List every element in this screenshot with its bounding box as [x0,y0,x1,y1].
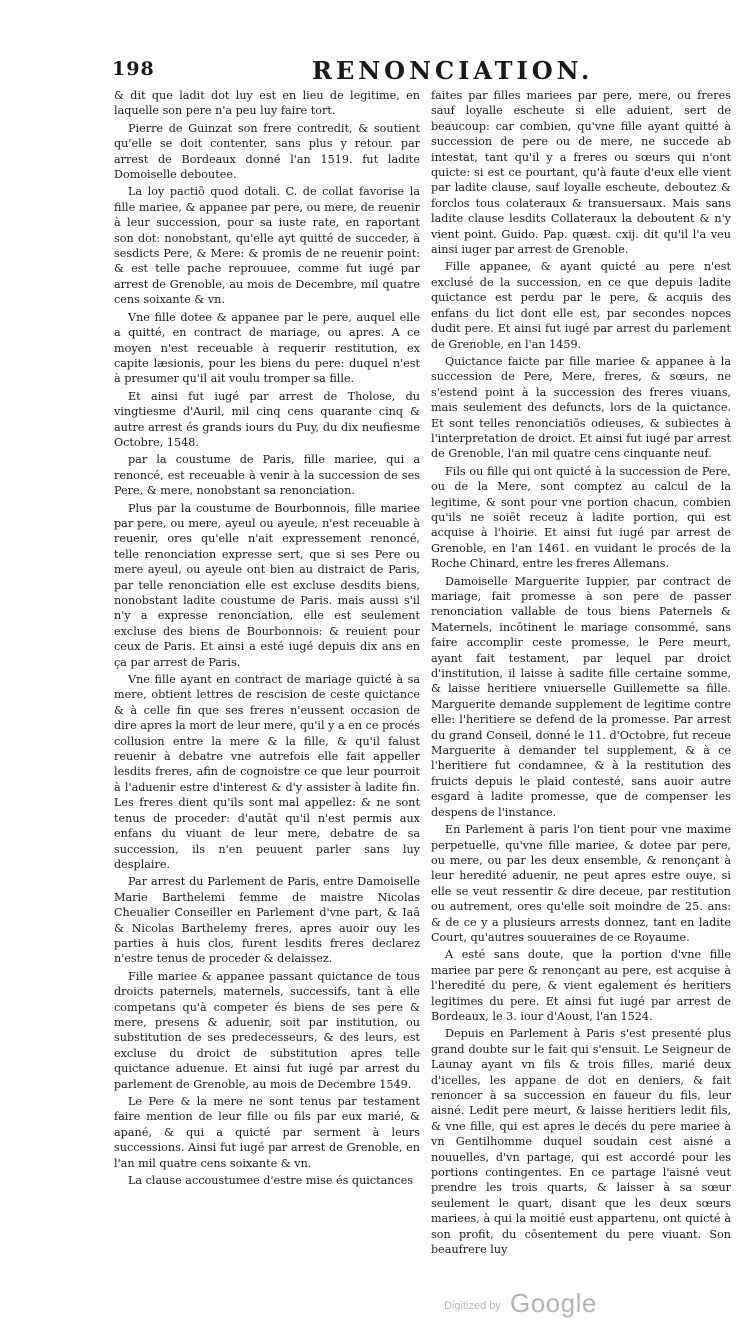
page-header [112,58,724,84]
paragraph: Quictance faicte par fille mariee & appanee à la succession de Pere, Mere, freres, & sœurs, ne s'estend point à la succession des freres viuans, mais seulement des defuncts, lors de la quictance. Et sont telles renonciatiōs odieuses, & subiectes à l'interpretation de droict. Et ainsi fut iugé par arrest de Grenoble, l'an mil quatre cens cinquante neuf. [431,354,731,461]
running-title: RENONCIATION. [312,56,594,85]
paragraph: Vne fille ayant en contract de mariage quicté à sa mere, obtient lettres de rescision de ceste quictance & à celle fin que ses freres n'eussent occasion de dire apres la mort de leur mere, qu'il y a en ce procés collusion entre la mere & la fille, & qu'il falust reuenir à debatre vne autrefois elle fait appeller lesdits freres, afin de cognoistre ce que leur pourroit à l'aduenir estre d'interest & d'y assister à ladite fin. Les freres dient qu'ils sont mal appellez: & ne sont tenus de proceder: d'autāt qu'il n'est permis aux enfans du viuant de leur mere, debatre de sa succession, ils n'en peuuent parler sans luy desplaire. [114,673,420,871]
page-number: 198 [112,58,155,80]
paragraph: & dit que ladit dot luy est en lieu de legitime, en laquelle son pere n'a peu luy faire tort. [114,89,420,118]
paragraph: Fils ou fille qui ont quicté à la succession de Pere, ou de la Mere, sont comptez au calcul de la legitime, & sont pour vne portion chacun, combien qu'ils ne soiēt receuz à ladite portion, qui est acquise à l'hoirie. Et ainsi fut iugé par arrest de Grenoble, en l'an 1461. en vuidant le procés de la Roche Chinard, entre les freres Allemans. [431,464,731,571]
left-column [114,88,420,1190]
paragraph: faites par filles mariees par pere, mere, ou freres sauf loyalle escheute si elle aduient, sert de beaucoup: car combien, qu'vne fille ayant quitté à succession de pere ou de mere, ne succede ab intestat, tant qu'il y a freres ou sœurs qui n'ont quicte: si est ce pourtant, qu'à faute d'eux elle vient par ladite clause, sauf loyalle escheute, deboutez & forclos tous colateraux & transuersaux. Mais sans ladite clause lesdits Collateraux la deboutent & n'y vient point. Guido. Pap. quæst. cxij. dit qu'il l'a veu ainsi iuger par arrest de Grenoble. [431,89,731,257]
paragraph: Plus par la coustume de Bourbonnois, fille mariee par pere, ou mere, ayeul ou ayeule, n'est receuable à reuenir, ores qu'elle n'ait expressement renoncé, telle renonciation expresse sert, que si ses Pere ou mere ayeul, ou ayeule ont bien au distraict de Paris, par telle renonciation elle est excluse desdits biens, nonobstant ladite coustume de Paris. mais aussi s'il n'y a expresse renonciation, elle est seulement excluse des biens de Bourbonnois: & reuient pour ceux de Paris. Et ainsi a esté iugé depuis dix ans en ça par arrest de Paris. [114,501,420,669]
paragraph: Fille appanee, & ayant quicté au pere n'est exclusé de la succession, en ce que depuis ladite quictance est perdu par le pere, & acquis des enfans du lict dont elle est, par secondes nopces dudit pere. Et ainsi fut iugé par arrest du parlement de Grenoble, en l'an 1459. [431,260,731,351]
paragraph: La loy pactiō quod dotali. C. de collat favorise la fille mariee, & appanee par pere, ou mere, de reuenir à leur succession, pour sa iuste rate, en raportant son dot: nonobstant, qu'elle ayt quitté de succeder, à sesdicts Pere, & Mere: & promis de ne reuenir point: & est telle pache reprouuee, comme fut iugé par arrest de Grenoble, au mois de Decembre, mil quatre cens soixante & vn. [114,185,420,307]
watermark-digitized-label: Digitized by [444,1300,501,1312]
paragraph: Et ainsi fut iugé par arrest de Tholose, du vingtiesme d'Auril, mil cinq cens quarante cinq & autre arrest és grands iours du Puy, du dix neufiesme Octobre, 1548. [114,389,420,449]
paragraph: La clause accoustumee d'estre mise és quictances [128,1174,414,1188]
paragraph: Par arrest du Parlement de Paris, entre Damoiselle Marie Barthelemi femme de maistre Nicolas Cheualier Conseiller en Parlement d'vne part, & Iaā & Nicolas Barthelemy freres, apres auoir ouy les parties à huis clos, furent lesdits freres declarez n'estre tenus de proceder & delaissez. [114,875,420,966]
paragraph: Damoiselle Marguerite Iuppier, par contract de mariage, fait promesse à son pere de passer renonciation vallable de tous biens Paternels & Maternels, incōtinent le mariage consommé, sans faire accomplir ceste promesse, le Pere meurt, ayant fait testament, par lequel par droict d'institution, il laisse à sadite fille certaine somme, & laisse heritiere vniuerselle Guillemette sa fille. Marguerite demande supplement de legitime contre elle: l'heritiere se defend de la promesse. Par arrest du grand Conseil, donné le 11. d'Octobre, fut receue Marguerite à demander tel supplement, & à ce l'heritiere fut condamnee, & à la restitution des fruicts depuis le plaid contesté, sans auoir autre esgard à ladite promesse, que de compenser les despens de l'instance. [431,574,731,819]
paragraph: A esté sans doute, que la portion d'vne fille mariee par pere & renonçant au pere, est acquise à l'heredité du pere, & vient egalement és heritiers legitimes du pere. Et ainsi fut iugé par arrest de Bordeaux, le 3. iour d'Aoust, l'an 1524. [431,948,731,1023]
google-logo: Google [510,1288,597,1318]
paragraph: Le Pere & la mere ne sont tenus par testament faire mention de leur fille ou fils par eux marié, & apané, & qui a quicté par serment à leurs successions. Ainsi fut iugé par arrest de Grenoble, en l'an mil quatre cens soixante & vn. [114,1095,420,1170]
digitized-by-watermark [444,1288,604,1322]
paragraph: En Parlement à paris l'on tient pour vne maxime perpetuelle, qu'vne fille mariee, & dotee par pere, ou mere, ou par les deux ensemble, & renonçant à leur heredité aduenir, ne peut apres estre ouye, si elle se veut ressentir & dire deceue, par restitution ou autrement, ores qu'elle soit moindre de 25. ans: & de ce y a plusieurs arrests donnez, tant en ladite Court, qu'autres souueraines de ce Royaume. [431,823,731,944]
paragraph: Depuis en Parlement à Paris s'est presenté plus grand doubte sur le fait qui s'ensuit. Le Seigneur de Launay ayant vn fils & trois filles, marié deux d'icelles, les appane de dot en deniers, & fait renoncer à sa succession en faueur du fils, leur aisné. Ledit pere meurt, & laisse heritiers ledit fils, & vne fille, qui est apres le decés du pere mariee à vn Gentilhomme duquel soudain cest aisné a nouuelles, d'vn partage, qui est accordé pour les portions contingentes. En ce partage l'aisné veut prendre les trois quarts, & laisser à sa sœur seulement le quart, disant que les deux sœurs mariees, à qui la moitié eust appartenu, ont quicté à son profit, du cōsentement du pere viuant. Son beaufrere luy [431,1027,731,1257]
paragraph: Fille mariee & appanee passant quictance de tous droicts paternels, maternels, successifs, tant à elle competans qu'à competer és biens de ses pere & mere, presens & aduenir, soit par institution, ou substitution de ses predecesseurs, & des leurs, est excluse du droict de substitution apres telle quictance aduenue. Et ainsi fut iugé par arrest du parlement de Grenoble, au mois de Decembre 1549. [114,969,420,1091]
paragraph: Pierre de Guinzat son frere contredit, & soutient qu'elle se doit contenter, sans plus y retour. par arrest de Bordeaux donné l'an 1519. fut ladite Domoiselle deboutee. [114,121,420,182]
paragraph: par la coustume de Paris, fille mariee, qui a renoncé, est receuable à venir à la succession de ses Pere, & mere, nonobstant sa renonciation. [114,453,420,498]
paragraph: Vne fille dotee & appanee par le pere, auquel elle a quitté, en contract de mariage, ou apres. A ce moyen n'est receuable à requerir restitution, ex capite læsionis, pour les biens du pere: duquel n'est à presumer qu'il ait voulu tromper sa fille. [114,310,420,386]
right-column [431,88,731,1259]
